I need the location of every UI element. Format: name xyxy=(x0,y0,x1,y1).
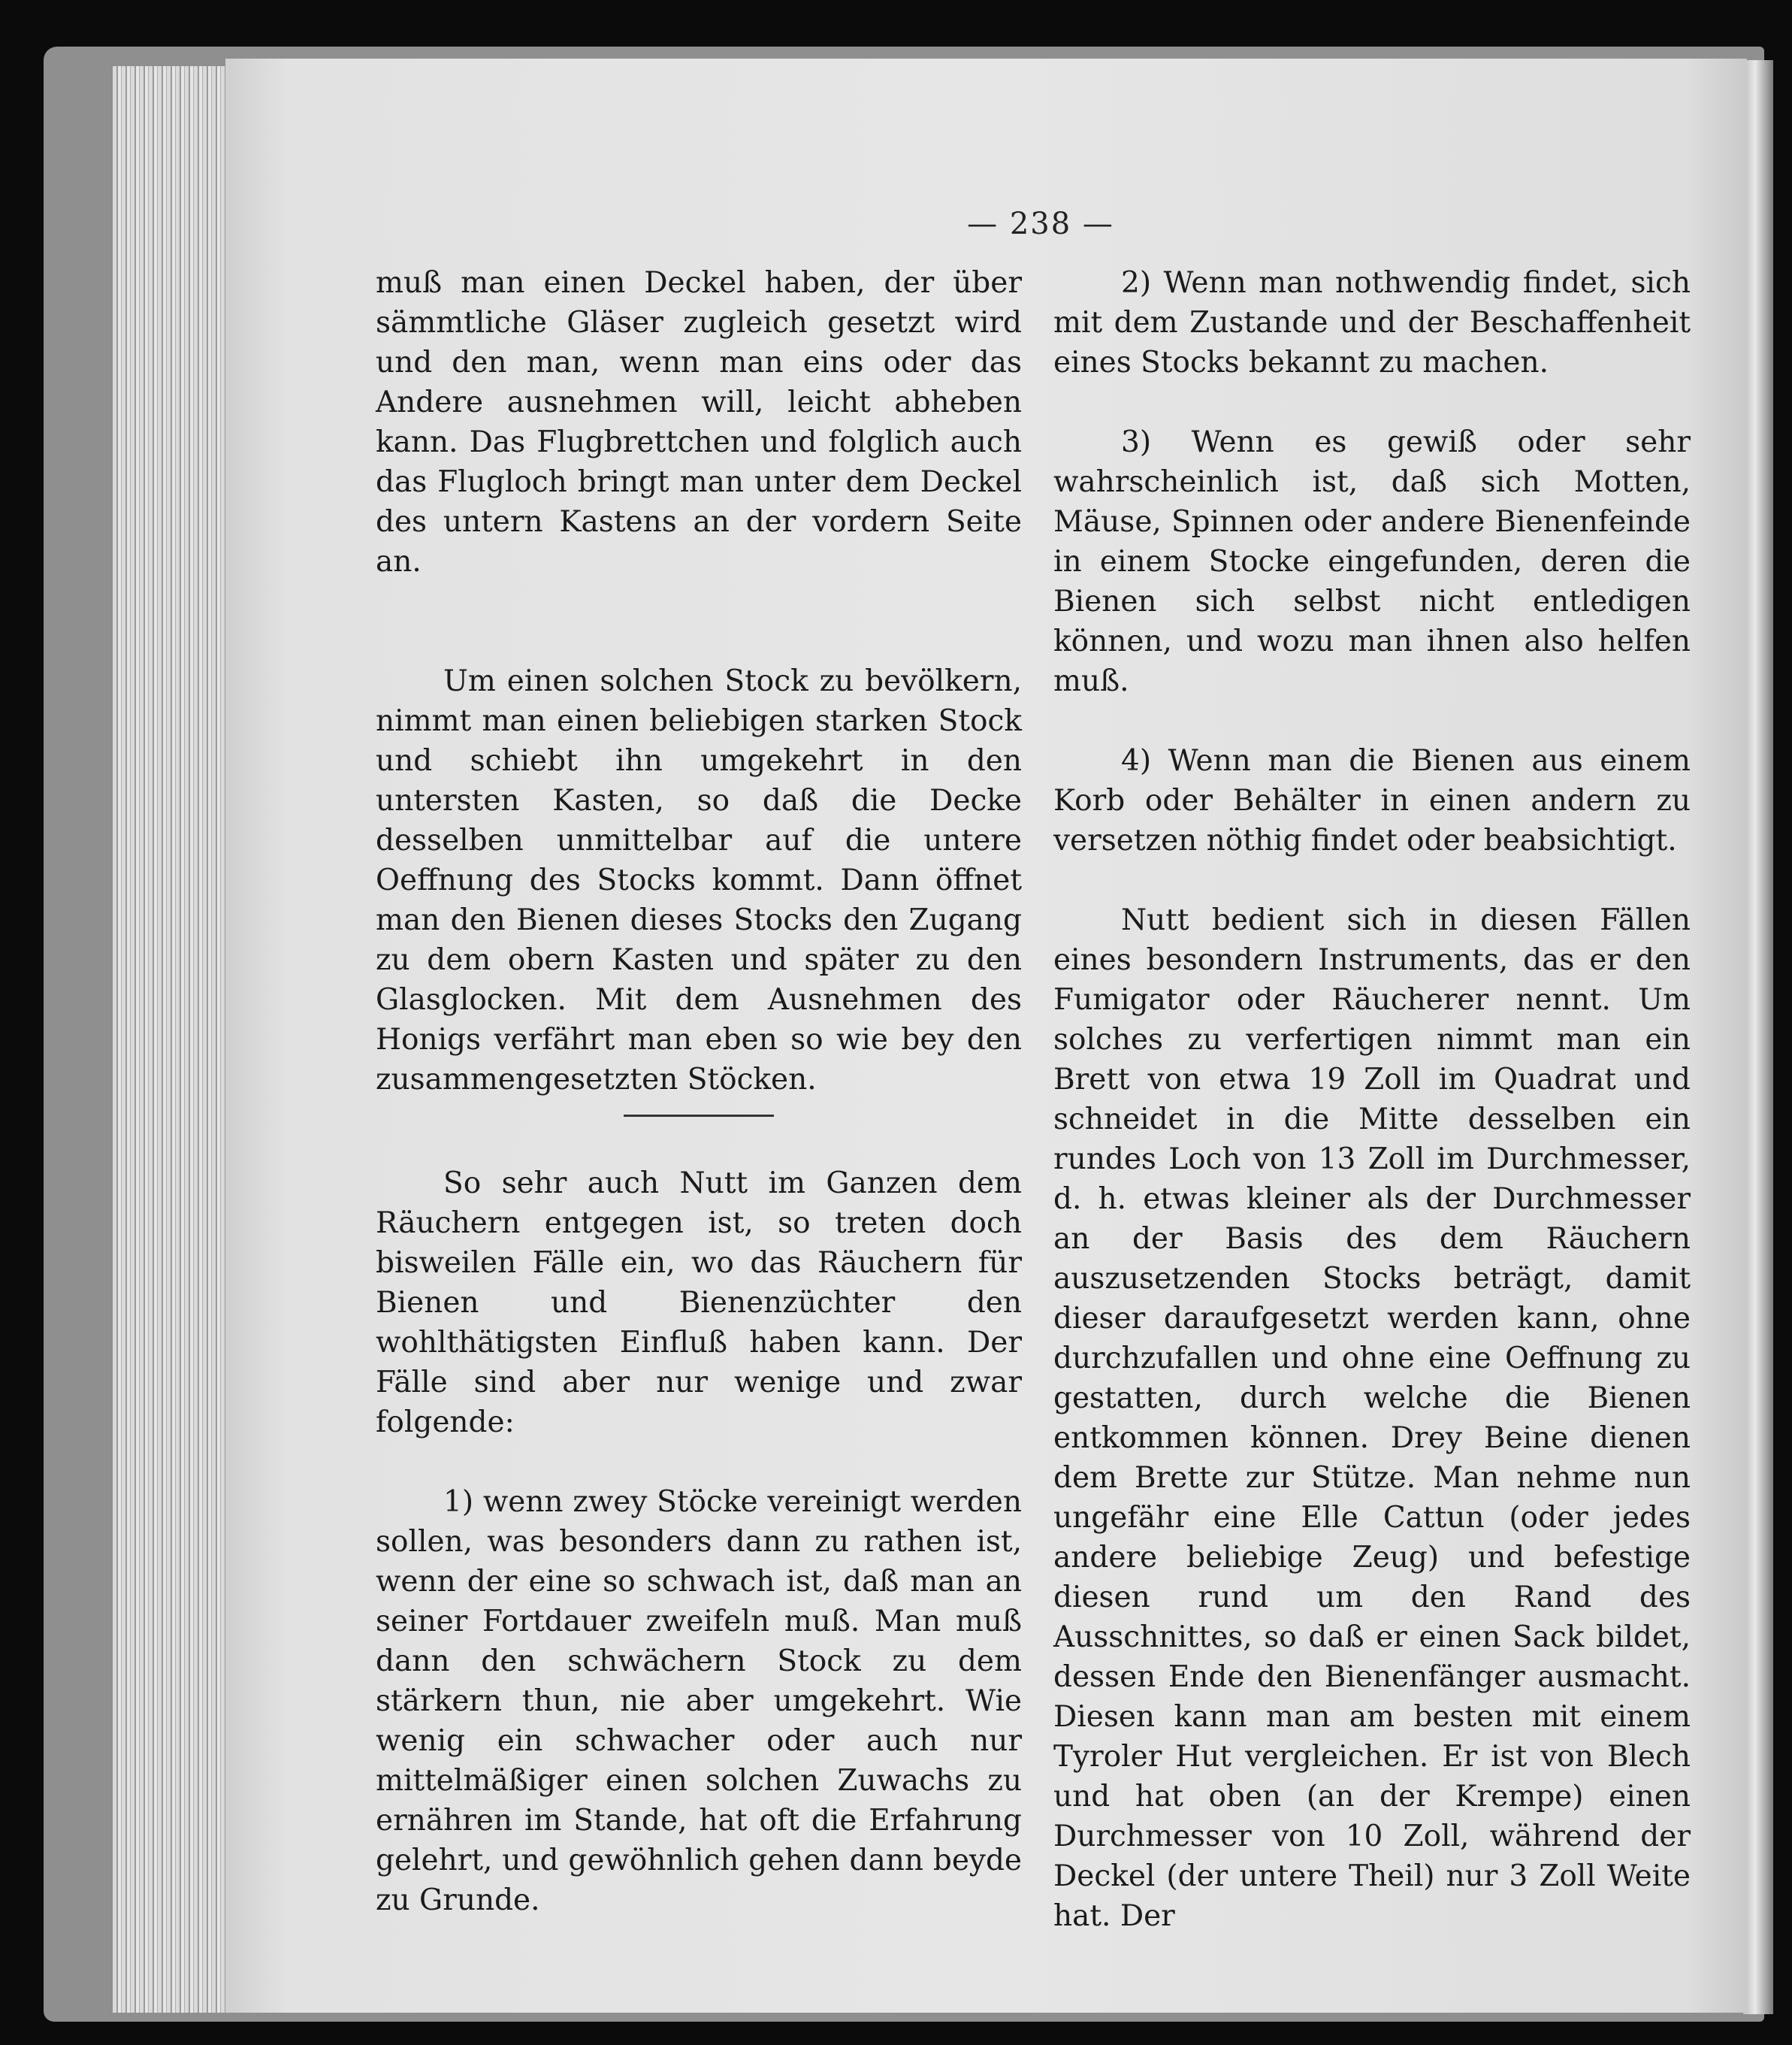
paragraph: 1) wenn zwey Stöcke vereinigt werden sollen, was besonders dann zu rathen ist, wenn der eine so schwach ist, daß man an seiner Fortdauer zweifeln muß. Man muß dann den schwächern Stock zu dem stärkern thun, nie aber umgekehrt. Wie wenig ein schwacher oder auch nur mittelmäßiger einen solchen Zuwachs zu ernähren im Stande, hat oft die Erfahrung gelehrt, und gewöhnlich gehen dann beyde zu Grunde. xyxy=(376,1485,1022,1917)
paragraph: Nutt bedient sich in diesen Fällen eines besondern Instruments, das er den Fumigator oder Räucherer nennt. Um solches zu verfertigen nimmt man ein Brett von etwa 19 Zoll im Quadrat und schneidet in die Mitte desselben ein rundes Loch von 13 Zoll im Durchmesser, d. h. etwas kleiner als der Durchmesser an der Basis des dem Räuchern auszusetzenden Stocks beträgt, damit dieser daraufgesetzt werden kann, ohne durchzufallen und ohne eine Oeffnung zu gestatten, durch welche die Bienen entkommen können. Drey Beine dienen dem Brette zur Stütze. Man nehme nun ungefähr eine Elle Cattun (oder jedes andere beliebige Zeug) und befestige diesen rund um den Rand des Ausschnittes, so daß er einen Sack bildet, dessen Ende den Bienenfänger ausmacht. Diesen kann man am besten mit einem Tyroler Hut vergleichen. Er ist von Blech und hat oben (an der Krempe) einen Durchmesser von 10 Zoll, während der Deckel (der untere Theil) nur 3 Zoll Weite hat. Der xyxy=(1053,903,1691,1933)
left-column xyxy=(376,263,1022,1920)
paragraph: 3) Wenn es gewiß oder sehr wahrscheinlich ist, daß sich Motten, Mäuse, Spinnen oder andere Bienenfeinde in einem Stocke eingefunden, deren die Bienen sich selbst nicht entledigen können, und wozu man ihnen also helfen muß. xyxy=(1053,425,1691,698)
paragraph: So sehr auch Nutt im Ganzen dem Räuchern entgegen ist, so treten doch bisweilen Fälle ein, wo das Räuchern für Bienen und Bienenzüchter den wohlthätigsten Einfluß haben kann. Der Fälle sind aber nur wenige und zwar folgende: xyxy=(376,1166,1022,1439)
right-column xyxy=(1053,263,1691,1936)
right-page-edge xyxy=(1743,60,1773,2014)
page-edges xyxy=(113,66,225,2013)
paragraph: 2) Wenn man nothwendig findet, sich mit dem Zustande und der Beschaffenheit eines Stocks bekannt zu machen. xyxy=(1053,266,1691,380)
paragraph: muß man einen Deckel haben, der über sämmtliche Gläser zugleich gesetzt wird und den man, wenn man eins oder das Andere ausnehmen will, leicht abheben kann. Das Flugbrettchen und folglich auch das Flugloch bringt man unter dem Deckel des untern Kastens an der vordern Seite an. xyxy=(376,266,1022,579)
paragraph: Um einen solchen Stock zu bevölkern, nimmt man einen beliebigen starken Stock und schiebt ihn umgekehrt in den untersten Kasten, so daß die Decke desselben unmittelbar auf die untere Oeffnung des Stocks kommt. Dann öffnet man den Bienen dieses Stocks den Zugang zu dem obern Kasten und später zu den Glasglocken. Mit dem Ausnehmen des Honigs verfährt man eben so wie bey den zusammengesetzten Stöcken. xyxy=(376,664,1022,1097)
page-number: — 238 — xyxy=(967,207,1114,241)
paragraph: 4) Wenn man die Bienen aus einem Korb oder Behälter in einen andern zu versetzen nöthig findet oder beabsichtigt. xyxy=(1053,744,1691,858)
section-divider xyxy=(624,1115,774,1117)
